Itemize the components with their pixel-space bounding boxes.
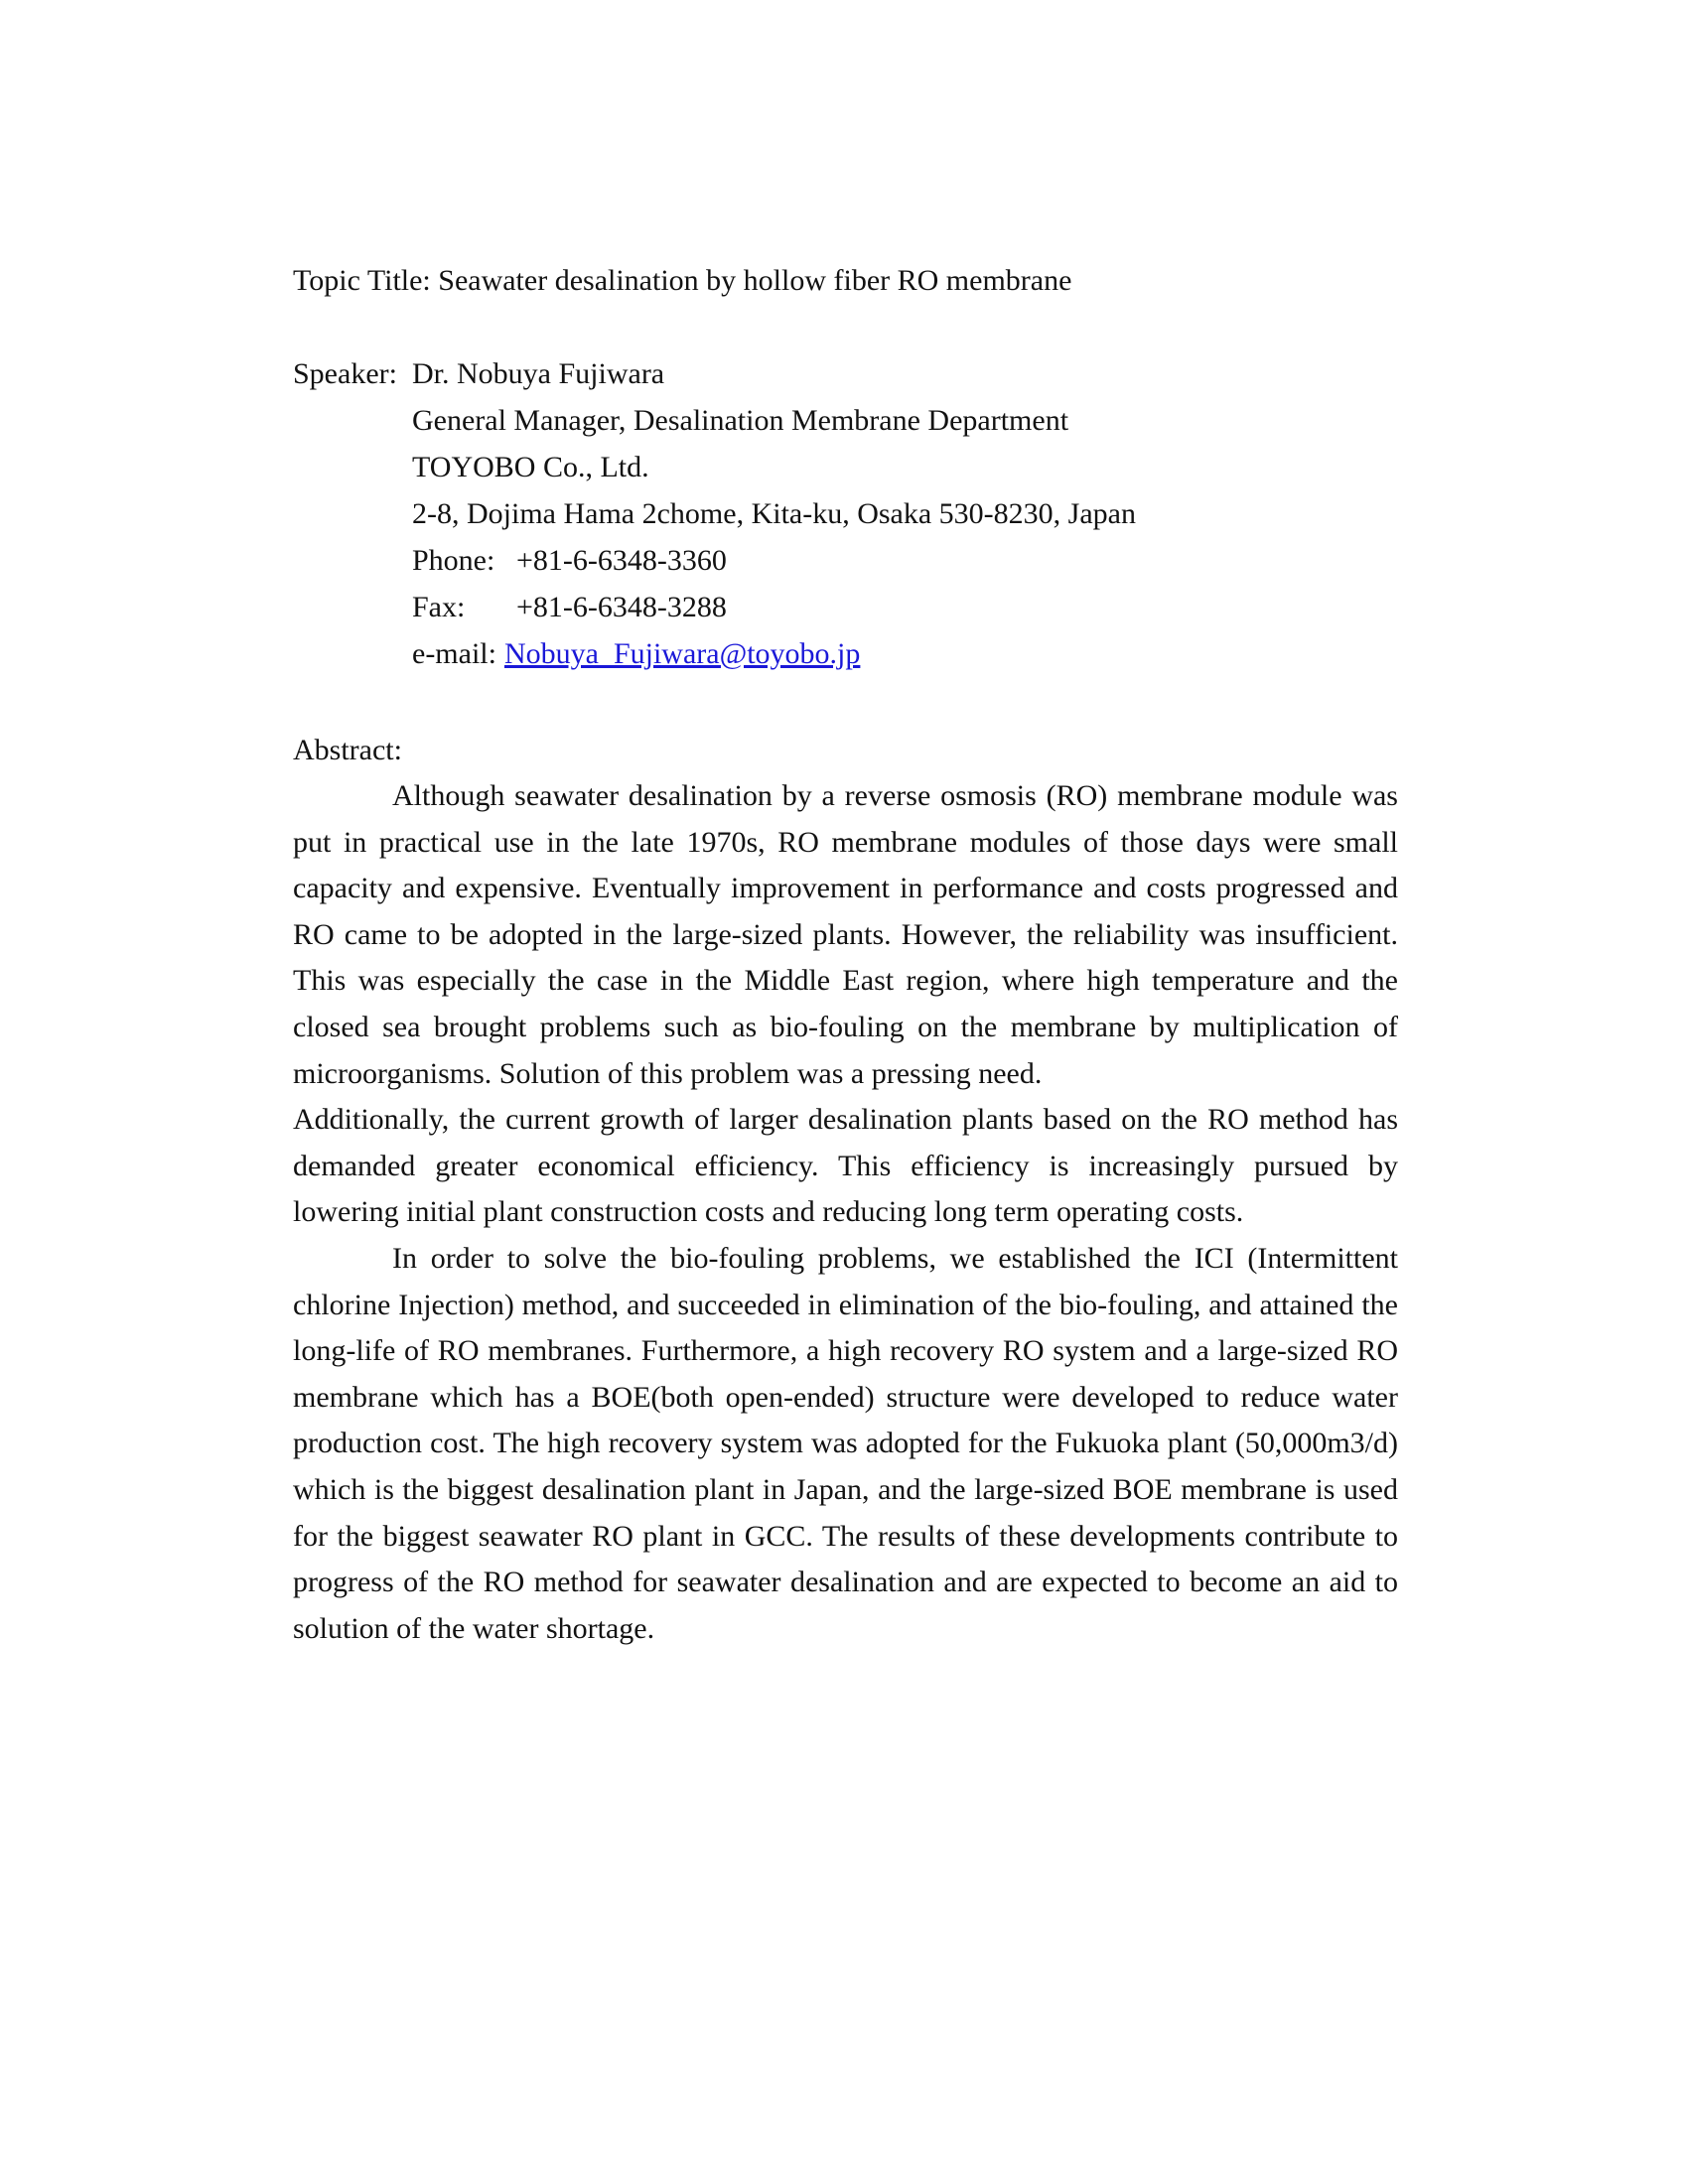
abstract-paragraph-3: In order to solve the bio-fouling problems, we established the ICI (Intermittent chlorine Injection) method, and succeeded in elimination of the bio-fouling, and attained the long-life of RO membranes. Furthermore, a high recovery RO system and a large-sized RO membrane which has a BOE(both open-ended) structure were developed to reduce water production cost. The high recovery system was adopted for the Fukuoka plant (50,000m3/d) which is the biggest desalination plant in Japan, and the large-sized BOE membrane is used for the biggest seawater RO plant in GCC. The results of these developments contribute to progress of the RO method for seawater desalination and are expected to become an aid to solution of the water shortage. — [293, 1241, 1398, 1645]
speaker-job-title: General Manager, Desalination Membrane Department — [412, 404, 1069, 437]
topic-title: Topic Title: Seawater desalination by hollow fiber RO membrane — [293, 264, 1072, 297]
phone-line — [412, 537, 1398, 584]
fax-line — [412, 584, 1398, 630]
document-content — [293, 257, 1398, 1652]
blank-line — [293, 677, 1398, 727]
speaker-label: Speaker: — [293, 357, 397, 390]
speaker-name: Dr. Nobuya Fujiwara — [412, 357, 665, 390]
speaker-block — [293, 350, 1398, 677]
speaker-company: TOYOBO Co., Ltd. — [412, 451, 649, 483]
phone-label: Phone: — [412, 544, 495, 577]
abstract-paragraph-2: Additionally, the current growth of larger desalination plants based on the RO method has demanded greater economical efficiency. This efficiency is increasingly pursued by lowering initial plant construction costs and reducing long term operating costs. — [293, 1103, 1398, 1229]
speaker-line — [293, 350, 1398, 397]
fax-label: Fax: — [412, 591, 466, 623]
email-link[interactable]: Nobuya_Fujiwara@toyobo.jp — [503, 637, 861, 670]
email-line — [412, 630, 1398, 677]
email-label: e-mail: — [412, 637, 496, 670]
abstract-heading: Abstract: — [293, 734, 402, 766]
speaker-address: 2-8, Dojima Hama 2chome, Kita-ku, Osaka 530-8230, Japan — [412, 497, 1136, 530]
blank-line — [293, 304, 1398, 350]
phone-number: +81-6-6348-3360 — [516, 544, 727, 577]
fax-number: +81-6-6348-3288 — [516, 591, 727, 623]
abstract-paragraph-1: Although seawater desalination by a reverse osmosis (RO) membrane module was put in practical use in the late 1970s, RO membrane modules of those days were small capacity and expensive. Eventually improvement in performance and costs progressed and RO came to be adopted in the large-sized plants. However, the reliability was insufficient. This was especially the case in the Middle East region, where high temperature and the closed sea brought problems such as bio-fouling on the membrane by multiplication of microorganisms. Solution of this problem was a pressing need. — [293, 779, 1398, 1090]
